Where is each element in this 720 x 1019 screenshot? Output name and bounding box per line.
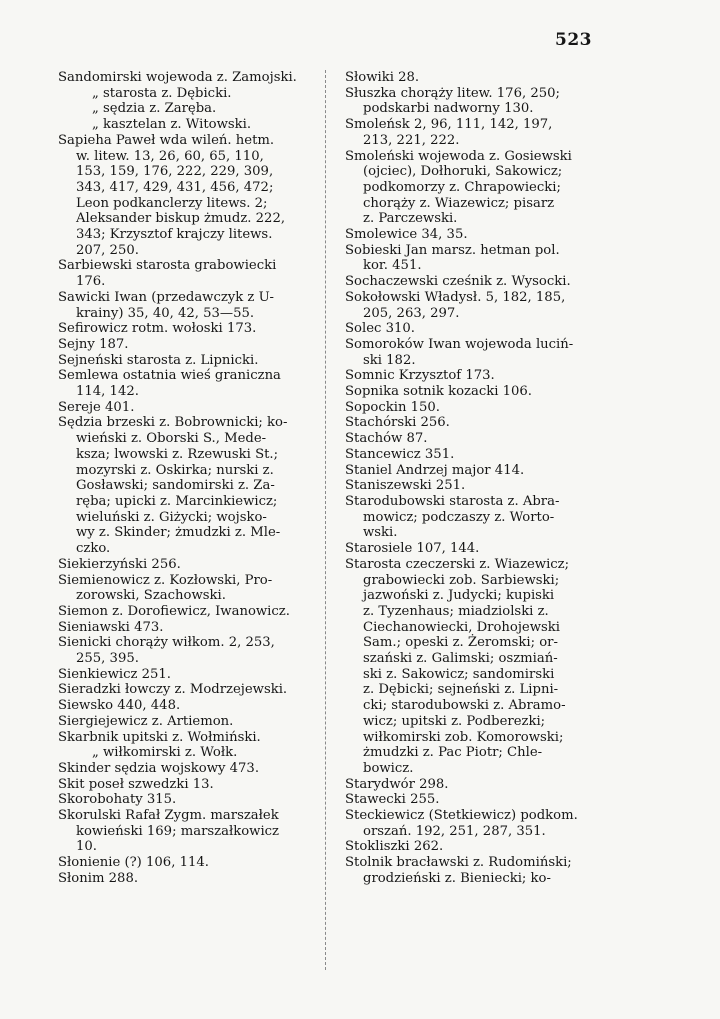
index-entry-line: Stolnik bracławski z. Rudomiński; <box>345 855 572 871</box>
index-entry-line: Staniszewski 251. <box>345 478 466 494</box>
index-entry-line: Sieniawski 473. <box>58 619 164 635</box>
index-entry-line: kowieński 169; marszałkowicz <box>76 823 280 839</box>
index-entry-line: Sochaczewski cześnik z. Wysocki. <box>345 274 571 290</box>
index-entry-line: Ciechanowiecki, Drohojewski <box>363 619 560 635</box>
index-entry-line: kor. 451. <box>363 258 422 274</box>
index-entry-line: Stawecki 255. <box>345 792 440 808</box>
index-entry-line: (ojciec), Dołhoruki, Sakowicz; <box>363 164 563 180</box>
index-entry-line: Leon podkanclerzy litews. 2; <box>76 195 268 211</box>
index-entry-line: Sefirowicz rotm. wołoski 173. <box>58 321 257 337</box>
index-entry-line: Smoleńsk 2, 96, 111, 142, 197, <box>345 117 553 133</box>
index-entry-line: Sapieha Paweł wda wileń. hetm. <box>58 132 275 148</box>
index-entry-line: Sejneński starosta z. Lipnicki. <box>58 352 259 368</box>
index-entry-line: Siemon z. Dorofiewicz, Iwanowicz. <box>58 603 290 619</box>
index-entry-line: Słonim 288. <box>58 870 139 886</box>
index-entry-line: Sopnika sotnik kozacki 106. <box>345 384 532 400</box>
index-entry-line: 205, 263, 297. <box>363 305 460 321</box>
index-entry-line: 343, 417, 429, 431, 456, 472; <box>76 179 274 195</box>
index-entry-line: Skorobohaty 315. <box>58 792 177 808</box>
index-entry-line: Skorulski Rafał Zygm. marszałek <box>58 808 279 824</box>
index-entry-line: czko. <box>76 541 111 557</box>
index-entry-line: Sawicki Iwan (przedawczyk z U- <box>58 289 274 305</box>
index-entry-line: wieluński z. Giżycki; wojsko- <box>76 509 267 525</box>
index-entry-line: Starosta czeczerski z. Wiazewicz; <box>345 556 570 572</box>
index-entry-line: żmudzki z. Pac Piotr; Chle- <box>363 745 543 761</box>
index-entry-line: w. litew. 13, 26, 60, 65, 110, <box>76 148 264 164</box>
index-entry-line: mowicz; podczaszy z. Worto- <box>363 509 555 525</box>
index-entry-line: 255, 395. <box>76 651 139 667</box>
index-entry-line: grabowiecki zob. Sarbiewski; <box>363 572 560 588</box>
index-entry-line: Sienkiewicz 251. <box>58 666 171 682</box>
index-entry-line: Starodubowski starosta z. Abra- <box>345 493 560 509</box>
index-entry-line: ksza; lwowski z. Rzewuski St.; <box>76 446 279 462</box>
index-entry-line: Sienicki chorąży wiłkom. 2, 253, <box>58 635 275 651</box>
index-entry-line: Sopockin 150. <box>345 399 440 415</box>
index-entry-line: Sandomirski wojewoda z. Zamojski. <box>58 70 297 85</box>
index-entry-line: 176. <box>76 274 106 290</box>
index-entry-line: Staniel Andrzej major 414. <box>345 462 525 478</box>
index-entry-line: szański z. Galimski; oszmiań- <box>363 651 558 667</box>
index-entry-line: Siekierzyński 256. <box>58 556 181 572</box>
index-entry-line: Sejny 187. <box>58 336 129 352</box>
index-entry-line: orszań. 192, 251, 287, 351. <box>363 823 546 839</box>
index-entry-line: grodzieński z. Bieniecki; ko- <box>363 870 551 886</box>
index-entry-line: Siemienowicz z. Kozłowski, Pro- <box>58 572 273 588</box>
index-entry-line: Smolewice 34, 35. <box>345 227 468 243</box>
index-entry-line: krainy) 35, 40, 42, 53—55. <box>76 305 255 321</box>
index-entry-line: Siergiejewicz z. Artiemon. <box>58 713 234 729</box>
column-divider <box>325 70 326 970</box>
index-entry-line: z. Parczewski. <box>363 211 458 227</box>
index-entry-line: jazwoński z. Judycki; kupiski <box>363 588 555 604</box>
index-entry-line: Semlewa ostatnia wieś graniczna <box>58 368 281 384</box>
index-entry-line: Gosławski; sandomirski z. Za- <box>76 478 275 494</box>
index-entry-line: „ kasztelan z. Witowski. <box>92 117 252 133</box>
index-entry-line: ski z. Sakowicz; sandomirski <box>363 666 555 682</box>
index-entry-line: 10. <box>76 839 97 855</box>
index-entry-line: 213, 221, 222. <box>363 132 460 148</box>
index-entry-line: wieński z. Oborski S., Mede- <box>76 431 267 447</box>
page-number: 523 <box>555 30 592 50</box>
index-entry-line: Słonienie (?) 106, 114. <box>58 855 209 871</box>
index-entry-line: Skit poseł szwedzki 13. <box>58 776 214 792</box>
index-entry-line: Sarbiewski starosta grabowiecki <box>58 258 277 274</box>
index-entry-line: Skarbnik upitski z. Wołmiński. <box>58 729 261 745</box>
index-entry-line: Aleksander biskup żmudz. 222, <box>76 211 286 227</box>
index-entry-line: Skinder sędzia wojskowy 473. <box>58 760 260 776</box>
index-entry-line: Smoleński wojewoda z. Gosiewski <box>345 148 572 164</box>
index-entry-line: Sokołowski Władysł. 5, 182, 185, <box>345 289 566 305</box>
index-entry-line: Solec 310. <box>345 321 415 337</box>
index-entry-line: Stancewicz 351. <box>345 446 455 462</box>
index-entry-line: Siewsko 440, 448. <box>58 698 181 714</box>
index-entry-line: z. Dębicki; sejneński z. Lipni- <box>363 682 559 698</box>
index-entry-line: „ sędzia z. Zaręba. <box>92 101 217 117</box>
index-entry-line: Steckiewicz (Stetkiewicz) podkom. <box>345 808 578 824</box>
index-entry-line: Stachów 87. <box>345 431 428 447</box>
index-entry-line: podkomorzy z. Chrapowiecki; <box>363 179 561 195</box>
index-entry-line: wy z. Skinder; żmudzki z. Mle- <box>76 525 281 541</box>
index-entry-line: Starosiele 107, 144. <box>345 541 480 557</box>
index-entry-line: Sobieski Jan marsz. hetman pol. <box>345 242 560 258</box>
index-entry-line: wiłkomirski zob. Komorowski; <box>363 729 564 745</box>
index-entry-line: bowicz. <box>363 760 414 776</box>
index-entry-line: 207, 250. <box>76 242 139 258</box>
index-entry-line: Somnic Krzysztof 173. <box>345 368 495 384</box>
index-entry-line: 114, 142. <box>76 384 139 400</box>
index-entry-line: Słowiki 28. <box>345 70 420 85</box>
index-entry-line: „ wiłkomirski z. Wołk. <box>92 745 238 761</box>
index-entry-line: Sam.; opeski z. Żeromski; or- <box>363 635 558 651</box>
index-entry-line: z. Tyzenhaus; miadziolski z. <box>363 603 549 619</box>
left-column <box>58 70 320 887</box>
index-entry-line: Starydwór 298. <box>345 776 449 792</box>
index-entry-line: ski 182. <box>363 352 416 368</box>
index-entry-line: Słuszka chorąży litew. 176, 250; <box>345 85 560 101</box>
index-entry-line: Sędzia brzeski z. Bobrownicki; ko- <box>58 415 288 431</box>
index-entry-line: wicz; upitski z. Podberezki; <box>363 713 546 729</box>
index-entry-line: Sereje 401. <box>58 399 135 415</box>
index-entry-line: Somoroków Iwan wojewoda luciń- <box>345 336 574 352</box>
index-entry-line: wski. <box>363 525 398 541</box>
index-entry-line: 343; Krzysztof krajczy litews. <box>76 227 273 243</box>
index-entry-line: mozyrski z. Oskirka; nurski z. <box>76 462 274 478</box>
index-entry-line: 153, 159, 176, 222, 229, 309, <box>76 164 274 180</box>
index-entry-line: Sieradzki łowczy z. Modrzejewski. <box>58 682 288 698</box>
index-entry-line: cki; starodubowski z. Abramo- <box>363 698 566 714</box>
index-entry-line: „ starosta z. Dębicki. <box>92 85 232 101</box>
index-entry-line: Stachórski 256. <box>345 415 450 431</box>
index-entry-line: chorąży z. Wiazewicz; pisarz <box>363 195 555 211</box>
index-entry-line: ręba; upicki z. Marcinkiewicz; <box>76 493 278 509</box>
index-entry-line: Stokliszki 262. <box>345 839 444 855</box>
index-entry-line: zorowski, Szachowski. <box>76 588 226 604</box>
right-column <box>345 70 607 887</box>
index-entry-line: podskarbi nadworny 130. <box>363 101 534 117</box>
